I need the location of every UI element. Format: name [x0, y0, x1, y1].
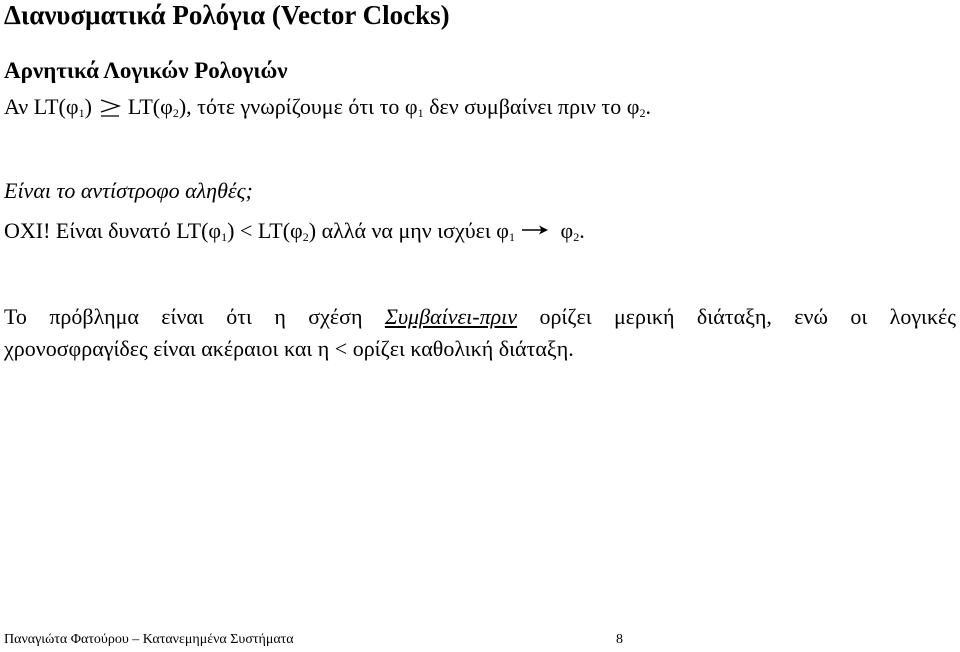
statement-text-d: ), τότε γνωρίζουμε ότι το φ: [178, 94, 418, 119]
paragraph-row: χρονοσφραγίδες είναι ακέραιοι και η < ορίζει καθολική διάταξη.: [4, 336, 574, 361]
subscript: 1: [509, 230, 515, 244]
explanation-paragraph: [4, 301, 956, 365]
answer-text-e: .: [579, 218, 585, 243]
paragraph-text: ορίζει μερική διάταξη, ενώ οι λογικές: [517, 304, 957, 329]
answer-line: [4, 218, 585, 244]
statement-text-c: LT(φ: [127, 94, 173, 119]
subscript: 1: [417, 106, 424, 120]
paragraph-row: [4, 301, 956, 333]
answer-text-d: φ: [555, 218, 574, 243]
statement-text-a: Αν LT(φ: [4, 94, 79, 119]
subscript: 2: [639, 106, 646, 120]
statement-text-b: ): [84, 94, 92, 119]
slide-title: Διανυσματικά Ρολόγια (Vector Clocks): [4, 0, 450, 30]
subscript: 1: [221, 230, 228, 244]
happens-before-term: Συμβαίνει-πριν: [384, 304, 518, 329]
subscript: 2: [573, 230, 580, 244]
statement-text-f: .: [645, 94, 651, 119]
subscript: 2: [302, 230, 309, 244]
paragraph-text: Το πρόβλημα είναι ότι η σχέση: [4, 304, 385, 329]
subscript: 2: [172, 106, 179, 120]
question-line: Είναι το αντίστροφο αληθές;: [4, 178, 253, 203]
greater-equal-icon: [98, 97, 122, 117]
answer-text-b: ) < LT(φ: [227, 218, 303, 243]
footer-author: Παναγιώτα Φατούρου – Κατανεμημένα Συστήματα: [4, 632, 294, 647]
right-arrow-icon: [521, 223, 549, 237]
subscript: 1: [78, 106, 85, 120]
page-number: 8: [616, 632, 623, 647]
answer-text-c: ) αλλά να μην ισχύει φ: [308, 218, 509, 243]
answer-text-a: ΟΧΙ! Είναι δυνατό LT(φ: [4, 218, 222, 243]
statement-text-e: δεν συμβαίνει πριν το φ: [423, 94, 640, 119]
slide-subtitle: Αρνητικά Λογικών Ρολογιών: [4, 58, 288, 83]
statement-line: [4, 94, 651, 120]
